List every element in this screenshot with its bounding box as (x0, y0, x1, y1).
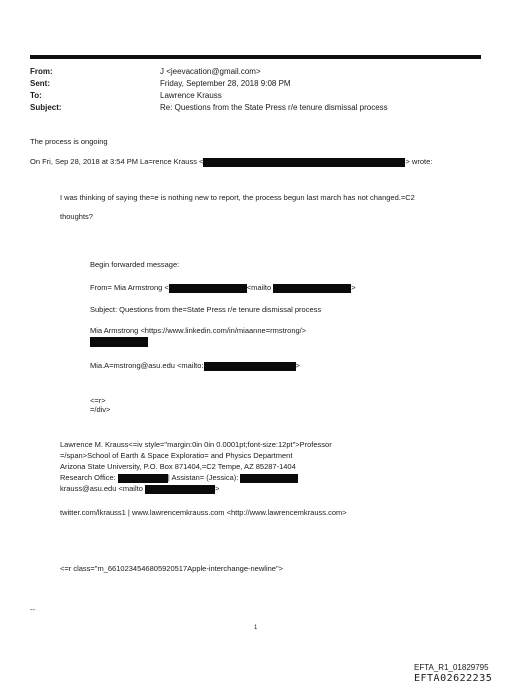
redaction-block (118, 474, 168, 483)
sent-value: Friday, September 28, 2018 9:08 PM (160, 79, 291, 88)
to-label: To: (30, 91, 42, 100)
forwarded-subject: Subject: Questions from the=State Press r/e tenure dismissal process (90, 305, 322, 314)
forwarded-linkedin: Mia Armstrong <https://www.linkedin.com/in/miaanne=rmstrong/> (90, 326, 307, 335)
quote-intro-prefix: On Fri, Sep 28, 2018 at 3:54 PM La=rence Krauss < (30, 157, 204, 166)
reply-text: The process is ongoing (30, 137, 108, 146)
redaction-block (203, 158, 405, 167)
forwarded-email-prefix: Mia.A=mstrong@asu.edu <mailto: (90, 361, 204, 370)
redaction-block (90, 337, 148, 347)
quote-intro-suffix: > wrote: (405, 157, 433, 166)
signature-line-2: =/span>School of Earth & Space Exploratio= and Physics Department (60, 451, 293, 460)
div-tag: =/div> (90, 405, 111, 414)
signature-dash: -- (30, 605, 35, 614)
forwarded-from-prefix: From= Mia Armstrong < (90, 283, 169, 292)
page-number: 1 (254, 625, 258, 631)
redaction-block (169, 284, 247, 293)
redaction-block (204, 362, 296, 371)
redaction-block (273, 284, 351, 293)
br-tag: <=r> (90, 396, 106, 405)
forwarded-email (90, 361, 300, 371)
signature-line-5 (60, 484, 219, 494)
signature-line-1: Lawrence M. Krauss<=iv style="margin:0in 0in 0.0001pt;font-size:12pt">Professor (60, 440, 332, 449)
quote-line-1: I was thinking of saying the=e is nothing new to report, the process begun last march has not changed.=C2 (60, 193, 415, 202)
redaction-block (240, 474, 298, 483)
to-value: Lawrence Krauss (160, 91, 222, 100)
subject-label: Subject: (30, 103, 62, 112)
quote-intro (30, 157, 432, 167)
forwarded-from-mailto: <mailto (246, 283, 272, 292)
br-class-line: <=r class="m_6610234546805920517Apple-interchange-newline"> (60, 564, 283, 573)
quote-line-2: thoughts? (60, 212, 93, 221)
from-value: J <jeevacation@gmail.com> (160, 67, 261, 76)
bates-number-secondary: EFTA02622235 (414, 673, 493, 684)
from-label: From: (30, 67, 53, 76)
forwarded-from (90, 283, 356, 293)
signature-line-3: Arizona State University, P.O. Box 871404,=C2 Tempe, AZ 85287-1404 (60, 462, 296, 471)
forwarded-from-end: > (351, 283, 356, 292)
signature-email-end: > (214, 484, 220, 493)
bates-number-primary: EFTA_R1_01829795 (414, 663, 489, 672)
signature-email: krauss@asu.edu <mailto (60, 484, 143, 493)
forwarded-email-end: > (295, 361, 300, 370)
twitter-line: twitter.com/lkrauss1 | www.lawrencemkrauss.com <http://www.lawrencemkrauss.com> (60, 508, 347, 517)
research-office-label: Research Office: (60, 473, 116, 482)
assistant-label: | Assistan= (Jessica): (167, 473, 239, 482)
signature-line-4 (60, 473, 298, 483)
header-rule (30, 55, 481, 59)
sent-label: Sent: (30, 79, 50, 88)
redaction-block (145, 485, 215, 494)
subject-value: Re: Questions from the State Press r/e tenure dismissal process (160, 103, 388, 112)
forwarded-header: Begin forwarded message: (90, 260, 180, 269)
